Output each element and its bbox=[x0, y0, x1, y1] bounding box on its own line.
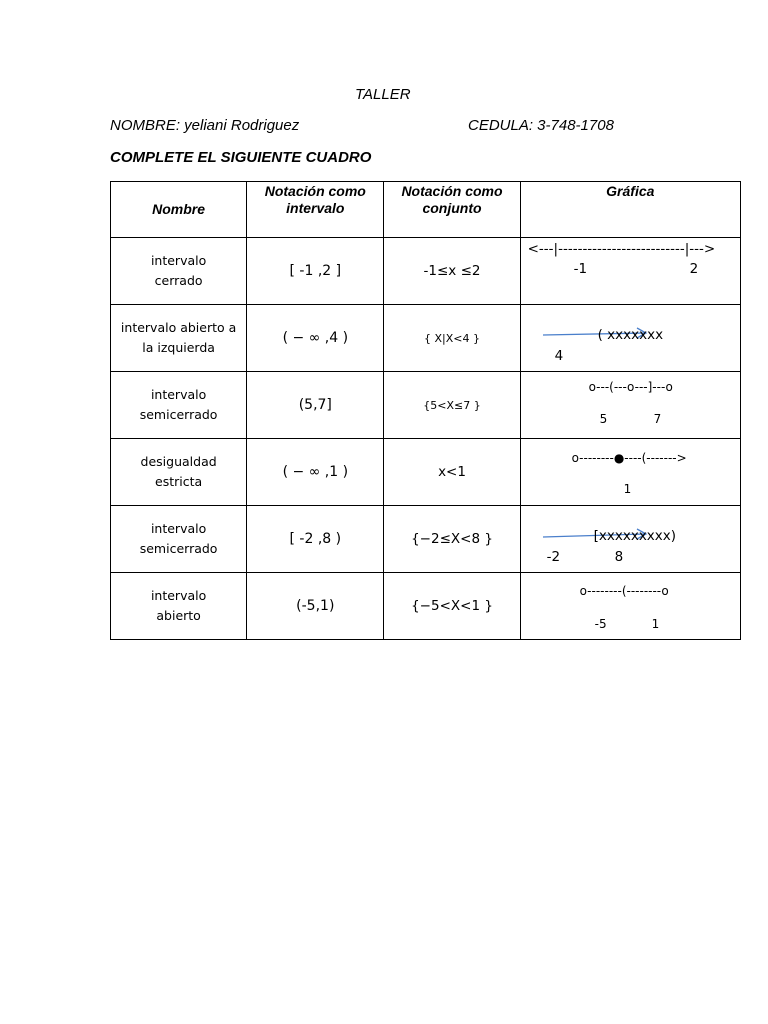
graph-label: -1 bbox=[573, 261, 588, 277]
row-interval: ( − ∞ ,1 ) bbox=[247, 439, 384, 506]
row-interval: (5,7] bbox=[247, 372, 384, 439]
row-interval: [ -2 ,8 ) bbox=[247, 506, 384, 573]
graph-label: 7 bbox=[653, 412, 662, 426]
graph-label: 2 bbox=[689, 261, 699, 277]
row-name: desigualdad estricta bbox=[111, 439, 247, 506]
row-interval: [ -1 ,2 ] bbox=[247, 238, 384, 305]
row-set: {5<X≤7 } bbox=[384, 372, 520, 439]
table-row bbox=[111, 439, 741, 506]
row-graph bbox=[520, 305, 740, 372]
graph-line: [xxxxxxxxx) bbox=[593, 528, 677, 544]
row-graph bbox=[520, 372, 740, 439]
table-row bbox=[111, 573, 741, 640]
graph-line: o--------●----(-------> bbox=[571, 451, 687, 465]
graph-label: 4 bbox=[554, 348, 564, 364]
interval-table bbox=[110, 181, 741, 640]
row-name: intervalo abierto bbox=[111, 573, 247, 640]
row-set: {−5<X<1 } bbox=[384, 573, 520, 640]
row-interval: (-5,1) bbox=[247, 573, 384, 640]
row-name: intervalo semicerrado bbox=[111, 506, 247, 573]
graph-label: 1 bbox=[623, 482, 632, 496]
row-interval: ( − ∞ ,4 ) bbox=[247, 305, 384, 372]
row-set: x<1 bbox=[384, 439, 520, 506]
table-row bbox=[111, 506, 741, 573]
graph-label: 1 bbox=[651, 617, 660, 631]
graph-label: -2 bbox=[546, 549, 561, 565]
row-graph bbox=[520, 506, 740, 573]
table-row bbox=[111, 238, 741, 305]
table-row bbox=[111, 305, 741, 372]
student-cedula: CEDULA: 3-748-1708 bbox=[468, 117, 614, 134]
graph-label: 5 bbox=[599, 412, 608, 426]
table-header-row bbox=[111, 182, 741, 238]
table-row bbox=[111, 372, 741, 439]
row-set: -1≤x ≤2 bbox=[384, 238, 520, 305]
row-graph bbox=[520, 573, 740, 640]
student-name: NOMBRE: yeliani Rodriguez bbox=[110, 117, 300, 134]
graph-line: <---|--------------------------|---> bbox=[527, 241, 716, 257]
header-conjunto: Notación como conjunto bbox=[384, 182, 520, 238]
graph-line: o--------(--------o bbox=[579, 584, 669, 598]
row-name: intervalo cerrado bbox=[111, 238, 247, 305]
instruction-heading: COMPLETE EL SIGUIENTE CUADRO bbox=[110, 149, 372, 166]
row-set: {−2≤X<8 } bbox=[384, 506, 520, 573]
row-name: intervalo semicerrado bbox=[111, 372, 247, 439]
row-set: { X|X<4 } bbox=[384, 305, 520, 372]
graph-label: 8 bbox=[614, 549, 624, 565]
header-intervalo: Notación como intervalo bbox=[247, 182, 384, 238]
row-name: intervalo abierto a la izquierda bbox=[111, 305, 247, 372]
graph-label: -5 bbox=[594, 617, 607, 631]
header-nombre: Nombre bbox=[111, 182, 247, 238]
row-graph bbox=[520, 238, 740, 305]
row-graph bbox=[520, 439, 740, 506]
doc-title: TALLER bbox=[355, 86, 411, 103]
graph-line: ( xxxxxxx bbox=[597, 327, 664, 343]
header-grafica: Gráfica bbox=[520, 182, 740, 238]
graph-line: o---(---o---]---o bbox=[588, 380, 673, 394]
